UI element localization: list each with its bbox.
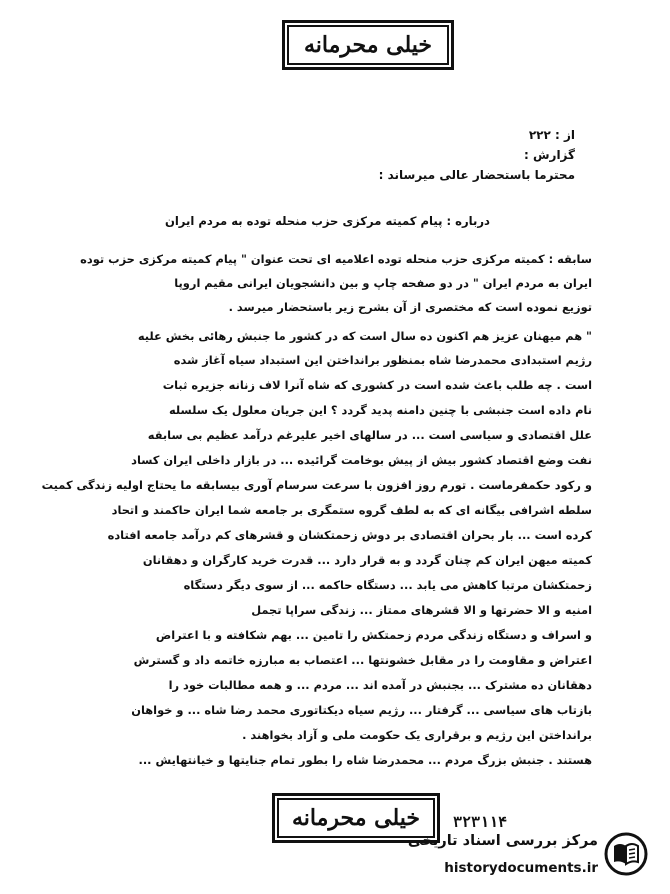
document-body <box>41 252 592 782</box>
logo-url[interactable]: historydocuments.ir <box>444 860 598 876</box>
logo-title: مرکز بررسی اسناد تاریخی <box>407 833 598 849</box>
body-line: ایران به مردم ایران " در دو صفحه چاپ و بین دانشجویان ایرانی مقیم اروپا <box>174 276 592 290</box>
top-confidential-stamp <box>282 20 454 70</box>
body-line: بازتاب های سیاسی ... گرفتار ... رژیم سیاه دیکتاتوری محمد رضا شاه ... و خواهان <box>131 703 592 717</box>
body-line: رژیم استبدادی محمدرضا شاه بمنظور برانداختن این استبداد سیاه آغاز شده <box>173 353 592 367</box>
body-line: است . چه طلب باعث شده است در کشوری که شاه آنرا لاف زنانه جزیره ثبات <box>162 378 592 392</box>
book-icon <box>604 830 648 878</box>
report-line: گزارش : <box>524 148 575 162</box>
stamp-text: خیلی محرمانه <box>303 32 433 58</box>
body-line: توزیع نموده است که مختصری از آن بشرح زیر باستحضار میرسد . <box>228 300 592 314</box>
body-line: نام داده است جنبشی با چنین دامنه پدید گردد ؟ این جریان معلول یک سلسله <box>168 403 592 417</box>
body-line: و اسراف و دستگاه زندگی مردم زحمتکش را تامین ... بهم شکافته و با اعتراض <box>155 628 592 642</box>
respect-line: محترما باستحضار عالی میرساند : <box>378 168 575 182</box>
document-number: ۳۲۳۱۱۴ <box>453 813 508 831</box>
body-line: علل اقتصادی و سیاسی است ... در سالهای اخیر علیرغم درآمد عظیم بی سابقه <box>147 428 592 442</box>
body-line: امنیه و الا حضرتها و الا قشرهای ممتاز ... زندگی سراپا تجمل <box>251 603 592 617</box>
body-line: سلطه اشرافی بیگانه ای که به لطف گروه ستمگری بر جامعه شما ایران حاکمند و اتحاد <box>111 503 592 517</box>
body-line: " هم میهنان عزیز هم اکنون ده سال است که در کشور ما جنبش رهائی بخش علیه <box>137 329 592 343</box>
body-line: کرده است ... بار بحران اقتصادی بر دوش زحمتکشان و قشرهای کم درآمد جامعه افتاده <box>107 528 592 542</box>
body-line: زحمتکشان مرتبا کاهش می یابد ... دستگاه حاکمه ... از سوی دیگر دستگاه <box>183 578 592 592</box>
report-header <box>370 125 575 185</box>
body-line: اعتراض و مقاومت را در مقابل خشونتها ... اعتصاب به مبارزه خاتمه داد و گسترش <box>133 653 592 667</box>
archive-logo[interactable] <box>392 827 654 887</box>
from-line: از : ۲۲۲ <box>528 128 575 142</box>
stamp-text: خیلی محرمانه <box>291 805 421 831</box>
body-line: هستند . جنبش بزرگ مردم ... محمدرضا شاه را بطور تمام جنایتها و خیانتهایش ... <box>138 753 592 767</box>
body-line: و رکود حکمفرماست . تورم روز افزون با سرعت سرسام آوری بیسابقه ما یحتاج اولیه زندگی کمیت <box>41 478 592 492</box>
body-line: نفت وضع اقتصاد کشور بیش از پیش بوخامت گرائیده ... در بازار داخلی ایران کساد <box>131 453 592 467</box>
body-line: دهقانان ده مشترک ... بجنبش در آمده اند ... مردم ... و همه مطالبات خود را <box>168 678 592 692</box>
subject-line: درباره : پیام کمیته مرکزی حزب منحله توده به مردم ایران <box>164 214 490 228</box>
body-line: سابقه : کمیته مرکزی حزب منحله توده اعلامیه ای تحت عنوان " پیام کمیته مرکزی حزب توده <box>80 252 592 266</box>
body-line: کمیته میهن ایران کم چنان گردد و به قرار دارد ... قدرت خرید کارگران و دهقانان <box>142 553 592 567</box>
body-line: برانداختن این رژیم و برقراری یک حکومت ملی و آزاد بخواهند . <box>242 728 592 742</box>
